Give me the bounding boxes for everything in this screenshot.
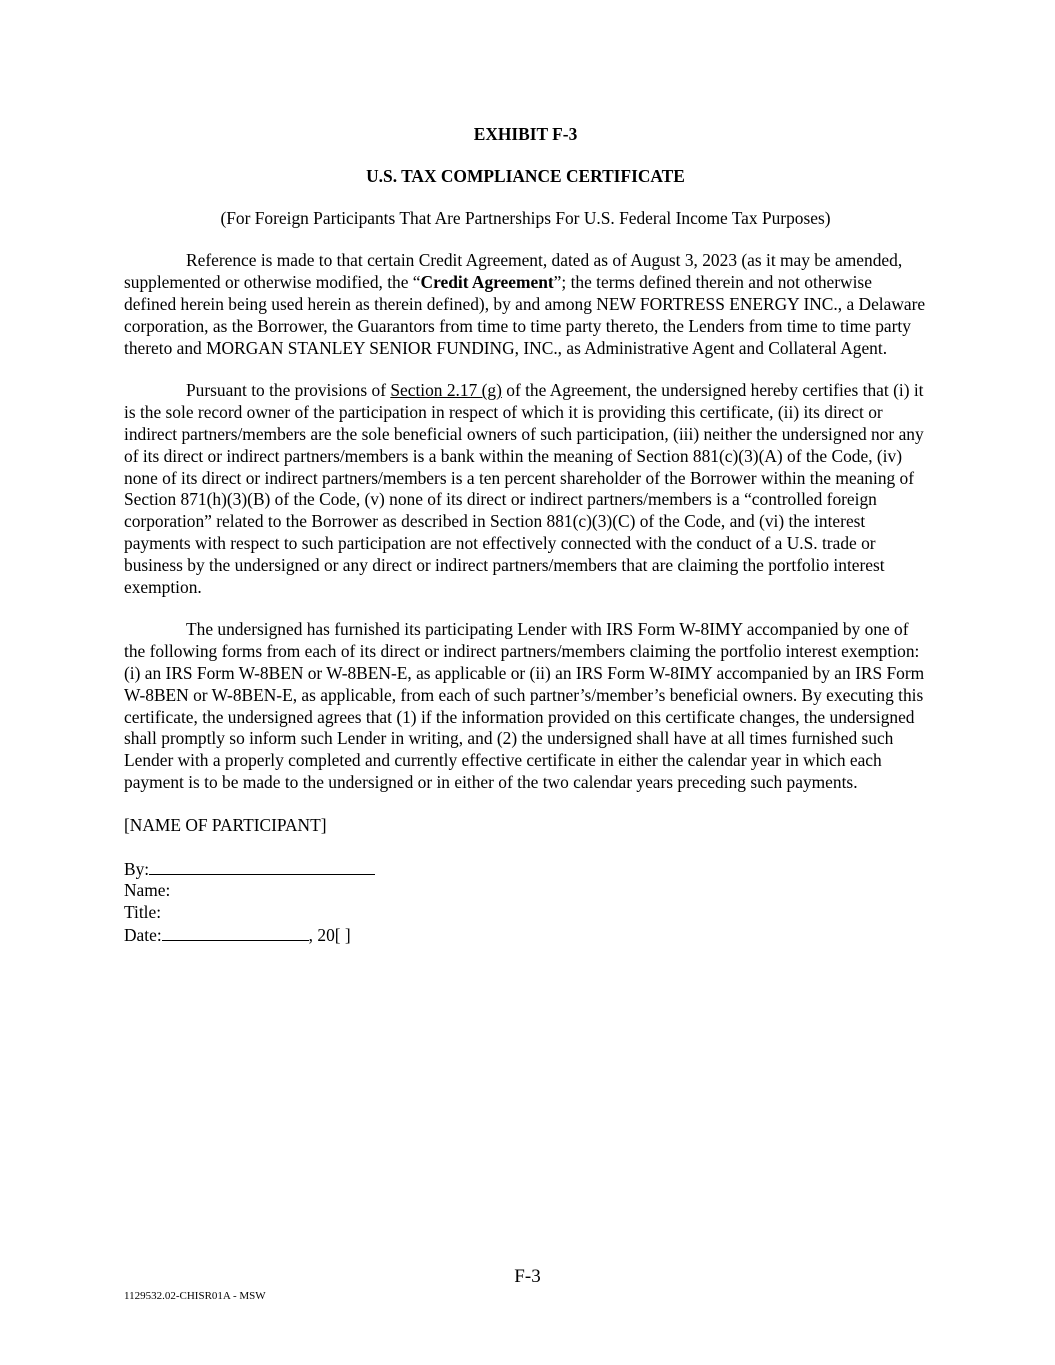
date-label: Date: — [124, 924, 162, 945]
participant-name: [NAME OF PARTICIPANT] — [124, 814, 327, 835]
signature-blank[interactable] — [149, 858, 375, 875]
forms-paragraph: The undersigned has furnished its participating Lender with IRS Form W-8IMY accompanied by one of the following forms from each of its direct or indirect partners/members claiming the portfolio interest exemption: (i) an IRS Form W-8BEN or W-8BEN-E, as applicable or (ii) an IRS Form W-8IMY accompanied by an IRS Form W-8BEN or W-8BEN-E, as applicable, from each of such partner’s/member’s beneficial owners. By executing this certificate, the undersigned agrees that (1) if the information provided on this certificate changes, the undersigned shall promptly so inform such Lender in writing, and (2) the undersigned shall have at all times furnished such Lender with a properly completed and currently effective certificate in either the calendar year in which each payment is to be made to the undersigned or in either of the two calendar years preceding such payments. — [124, 619, 925, 792]
certification-paragraph — [124, 380, 927, 598]
signature-block — [124, 858, 927, 947]
reference-text-end: ”; the terms defined therein and not otherwise defined herein being used herein as therein defined), by and among NEW FORTRESS ENERGY INC., a Delaware corporation, as the Borrower, the Guarantors from time to time party thereto, the Lenders from time to time party thereto and MORGAN STANLEY SENIOR FUNDING, INC., as Administrative Agent and Collateral Agent. — [124, 272, 926, 358]
credit-agreement-term: Credit Agreement — [420, 272, 554, 293]
reference-paragraph — [124, 250, 927, 359]
document-page — [124, 124, 927, 947]
section-reference: Section 2.17 (g) — [390, 380, 502, 401]
page-number: F-3 — [514, 1266, 541, 1287]
date-suffix: , 20[ ] — [308, 924, 351, 945]
exhibit-title: EXHIBIT F-3 — [473, 124, 578, 144]
certification-text-end: of the Agreement, the undersigned hereby certifies that (i) it is the sole record owner of the participation in respect of which it is providing this certificate, (ii) its direct or indirect partners/members are the sole beneficial owners of such participation, (iii) neither the undersigned nor any of its direct or indirect partners/members is a bank within the meaning of Section 881(c)(3)(A) of the Code, (iv) none of its direct or indirect partners/members is a ten percent shareholder of the Borrower within the meaning of Section 871(h)(3)(B) of the Code, (v) none of its direct or indirect partners/members is a “controlled foreign corporation” related to the Borrower as described in Section 881(c)(3)(C) of the Code, and (vi) the interest payments with respect to such participation are not effectively connected with the conduct of a U.S. trade or business by the undersigned or any direct or indirect partners/members that are claiming the portfolio interest exemption. — [124, 380, 924, 597]
name-label: Name: — [124, 880, 171, 901]
date-line — [124, 924, 927, 947]
date-blank[interactable] — [162, 924, 309, 941]
by-line — [124, 858, 927, 881]
reference-text-start: Reference is made to that certain Credit Agreement, dated as of August 3, 2023 (as it may be amended, supplemented or otherwise modified, the “ — [124, 250, 903, 293]
document-id: 1129532.02-CHISR01A - MSW — [124, 1290, 266, 1302]
title-label: Title: — [124, 902, 162, 923]
certificate-title: U.S. TAX COMPLIANCE CERTIFICATE — [366, 165, 685, 186]
by-label: By: — [124, 858, 150, 879]
certificate-subtitle: (For Foreign Participants That Are Partnerships For U.S. Federal Income Tax Purposes) — [220, 207, 831, 228]
certification-text-start: Pursuant to the provisions of — [186, 380, 391, 401]
